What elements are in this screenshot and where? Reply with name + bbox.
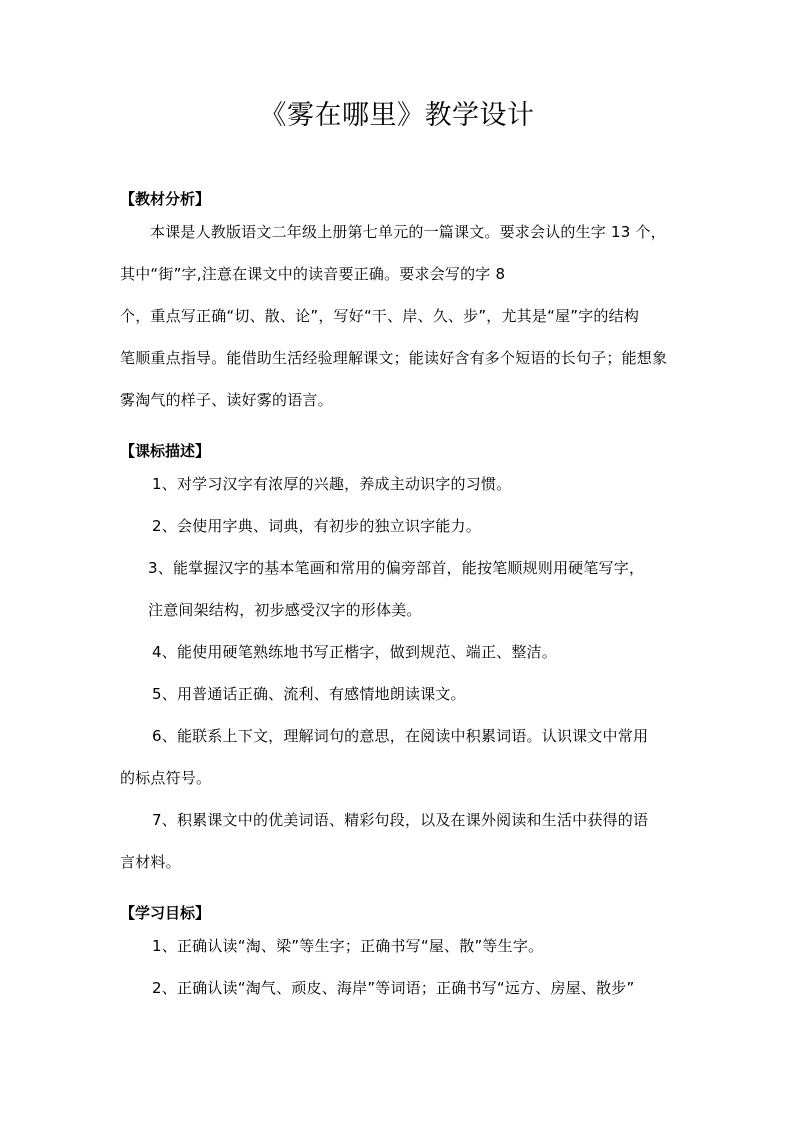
- paragraph-line: 言材料。: [120, 853, 181, 871]
- paragraph-line: 雾淘气的样子、读好雾的语言。: [120, 391, 333, 409]
- paragraph-line: 笔顺重点指导。能借助生活经验理解课文；能读好含有多个短语的长句子；能想象: [120, 349, 668, 367]
- paragraph-line: 1、正确认读“淘、梁”等生字；正确书写“屋、散”等生字。: [152, 937, 544, 955]
- paragraph-line: 的标点符号。: [120, 769, 212, 787]
- paragraph-line: 4、能使用硬笔熟练地书写正楷字，做到规范、端正、整洁。: [152, 643, 557, 661]
- paragraph-line: 7、积累课文中的优美词语、精彩句段，以及在课外阅读和生活中获得的语: [152, 811, 649, 829]
- paragraph-line: 其中“街”字,注意在课文中的读音要正确。要求会写的字 8: [120, 265, 506, 283]
- paragraph-line: 6、能联系上下文，理解词句的意思，在阅读中积累词语。认识课文中常用: [152, 727, 649, 745]
- paragraph-line: 个，重点写正确“切、散、论”，写好“干、岸、久、步”，尤其是“屋”字的结构: [120, 307, 640, 325]
- document-title: 《雾在哪里》教学设计: [259, 100, 535, 131]
- paragraph-line: 1、对学习汉字有浓厚的兴趣，养成主动识字的习惯。: [152, 475, 512, 493]
- paragraph-line: 3、能掌握汉字的基本笔画和常用的偏旁部首，能按笔顺规则用硬笔写字，: [148, 559, 645, 577]
- paragraph-line: 2、正确认读“淘气、顽皮、海岸”等词语；正确书写“远方、房屋、散步”: [152, 979, 635, 997]
- paragraph-line: 注意间架结构，初步感受汉字的形体美。: [148, 601, 422, 619]
- section-heading-textbook-analysis: 【教材分析】: [120, 190, 211, 208]
- section-heading-learning-objectives: 【学习目标】: [120, 904, 211, 922]
- paragraph-line: 5、用普通话正确、流利、有感情地朗读课文。: [152, 685, 466, 703]
- section-heading-curriculum-standards: 【课标描述】: [120, 442, 211, 460]
- paragraph-line: 本课是人教版语文二年级上册第七单元的一篇课文。要求会认的生字 13 个，: [150, 223, 666, 241]
- paragraph-line: 2、会使用字典、词典，有初步的独立识字能力。: [152, 517, 481, 535]
